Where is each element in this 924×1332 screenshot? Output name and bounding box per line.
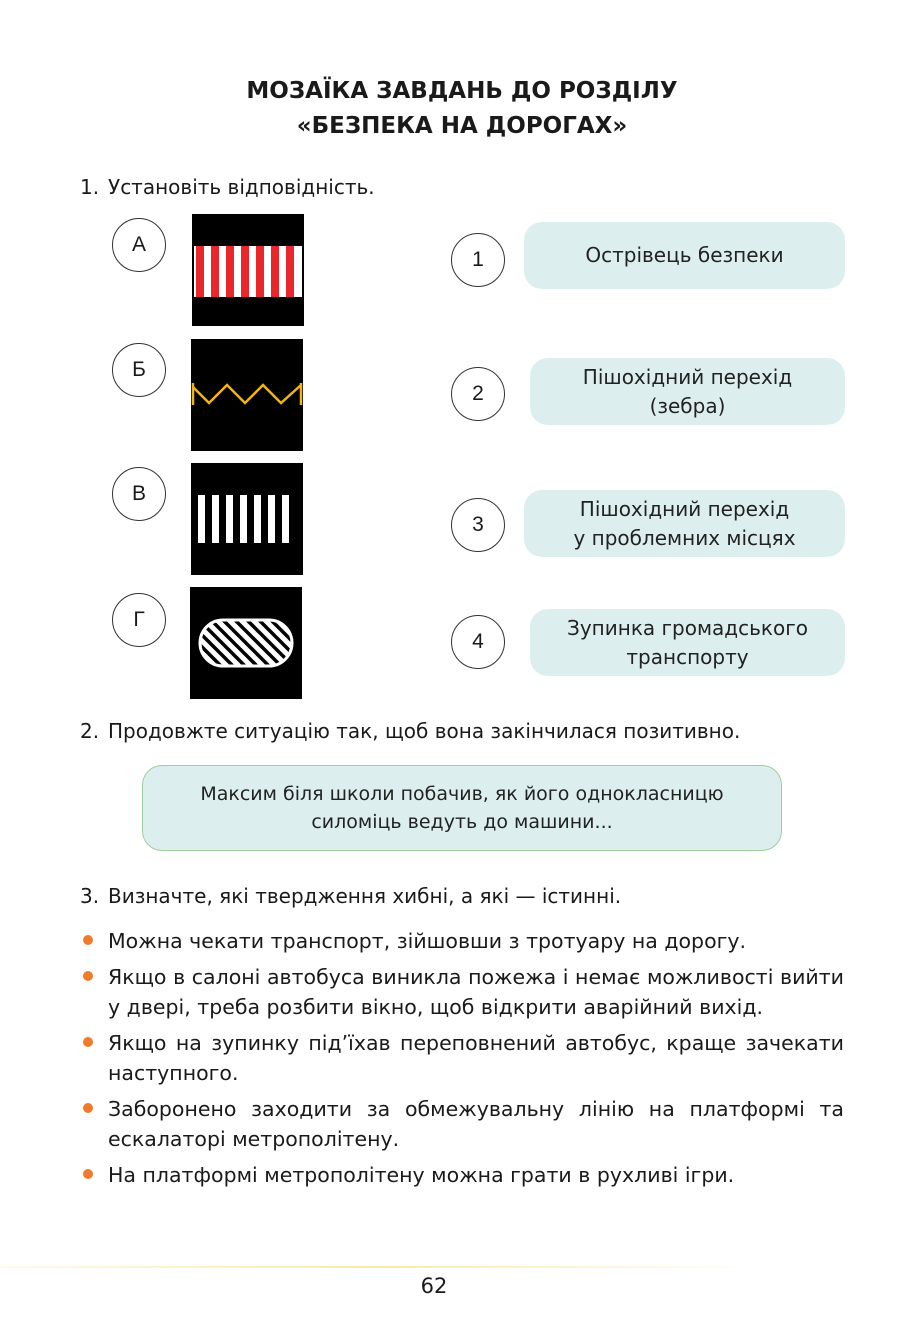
page-number: 62 xyxy=(420,1274,448,1298)
task-1-heading xyxy=(80,173,375,201)
white-zebra-crossing-icon xyxy=(191,463,303,575)
answer-box-2 xyxy=(530,358,845,425)
footer-divider xyxy=(0,1266,760,1268)
red-zebra-crossing-icon xyxy=(192,214,304,326)
task-1-number: 1. xyxy=(80,175,100,199)
answer-2-line-1: Пішохідний перехід xyxy=(582,364,793,389)
statement-text: Якщо в салоні автобуса виникла пожежа і немає можливості вийти у двері, треба розбити вікно, щоб відкрити аварійний вихід. xyxy=(108,965,844,1019)
list-item xyxy=(80,962,844,1022)
situation-line-2: силоміць ведуть до машини... xyxy=(311,811,613,833)
answer-4-line-1: Зупинка громадського xyxy=(567,615,808,640)
yellow-zigzag-line-icon xyxy=(191,339,303,451)
letter-circle-a: А xyxy=(112,218,166,272)
answer-3-line-2: у проблемних місцях xyxy=(573,525,796,550)
bullet-icon xyxy=(83,935,93,945)
list-item xyxy=(80,926,844,956)
task-2-text: Продовжте ситуацію так, щоб вона закінчилася позитивно. xyxy=(108,719,741,743)
list-item xyxy=(80,1028,844,1088)
page-title xyxy=(0,74,924,144)
task-2-heading xyxy=(80,717,740,745)
number-circle-3: 3 xyxy=(451,498,505,552)
statement-list xyxy=(80,926,844,1196)
answer-box-4 xyxy=(530,609,845,676)
list-item xyxy=(80,1160,844,1190)
bullet-icon xyxy=(83,1169,93,1179)
answer-box-3 xyxy=(524,490,845,557)
answer-2-line-2: (зебра) xyxy=(649,393,726,418)
task-3-text: Визначте, які твердження хибні, а які — істинні. xyxy=(108,884,622,908)
bullet-icon xyxy=(83,1037,93,1047)
statement-text: Заборонено заходити за обмежувальну лінію на платформі та ескалаторі метрополітену. xyxy=(108,1097,844,1151)
answer-box-1 xyxy=(524,222,845,289)
letter-circle-b: Б xyxy=(112,343,166,397)
list-item xyxy=(80,1094,844,1154)
situation-line-1: Максим біля школи побачив, як його однокласницю xyxy=(200,783,724,805)
letter-circle-v: В xyxy=(112,467,166,521)
answer-3-line-1: Пішохідний перехід xyxy=(579,496,790,521)
task-2-number: 2. xyxy=(80,719,100,743)
bullet-icon xyxy=(83,1103,93,1113)
letter-circle-g: Г xyxy=(112,593,166,647)
title-line-2: «БЕЗПЕКА НА ДОРОГАХ» xyxy=(296,113,628,139)
number-circle-1: 1 xyxy=(451,233,505,287)
hatched-safety-island-icon xyxy=(190,587,302,699)
number-circle-4: 4 xyxy=(451,615,505,669)
statement-text: Можна чекати транспорт, зійшовши з тротуару на дорогу. xyxy=(108,929,747,953)
statement-text: На платформі метрополітену можна грати в рухливі ігри. xyxy=(108,1163,735,1187)
answer-1-line-1: Острівець безпеки xyxy=(585,243,784,267)
task-3-heading xyxy=(80,882,621,910)
task-1-text: Установіть відповідність. xyxy=(108,175,375,199)
bullet-icon xyxy=(83,971,93,981)
statement-text: Якщо на зупинку під’їхав переповнений автобус, краще зачекати наступного. xyxy=(108,1031,844,1085)
task-3-number: 3. xyxy=(80,884,100,908)
number-circle-2: 2 xyxy=(451,367,505,421)
answer-4-line-2: транспорту xyxy=(626,644,749,669)
situation-box xyxy=(142,765,782,851)
title-line-1: МОЗАЇКА ЗАВДАНЬ ДО РОЗДІЛУ xyxy=(246,78,678,104)
